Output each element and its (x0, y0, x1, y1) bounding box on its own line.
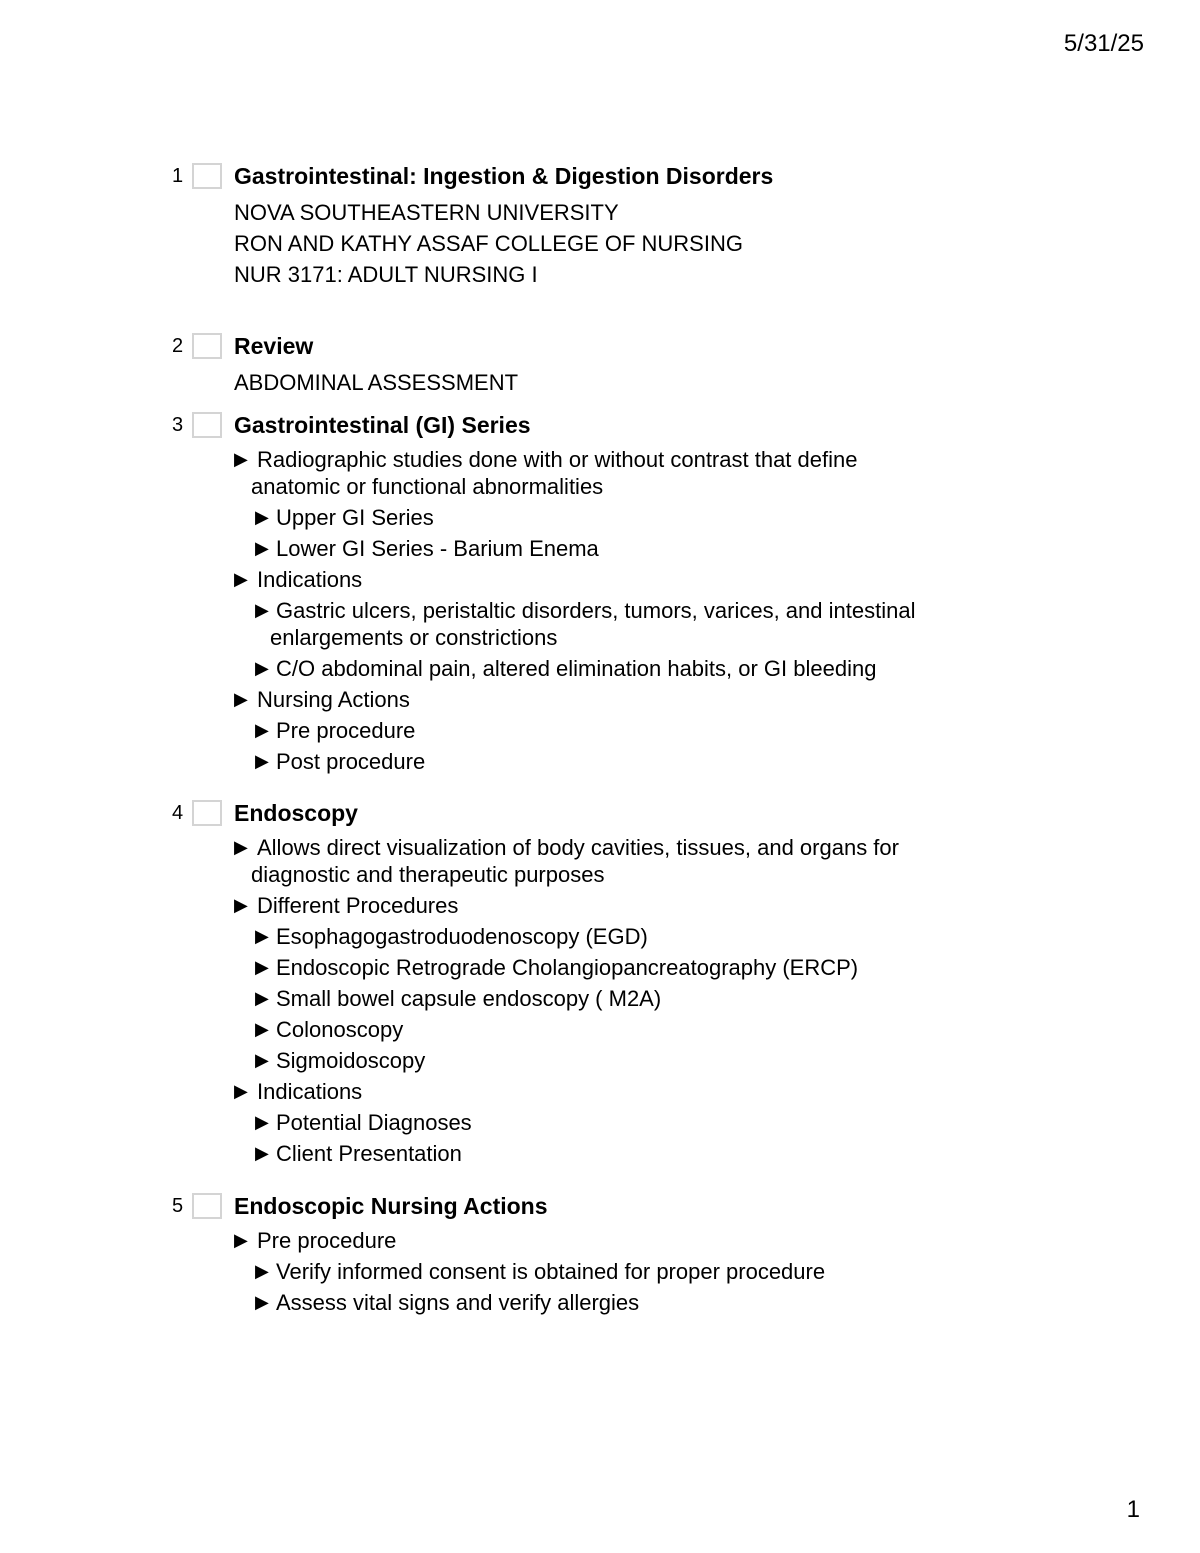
bullet-arrow-icon: ▶ (255, 1143, 269, 1163)
bullet-text: C/O abdominal pain, altered elimination habits, or GI bleeding (276, 656, 877, 681)
bullet-arrow-icon: ▶ (234, 689, 248, 709)
bullet-arrow-icon: ▶ (234, 1230, 248, 1250)
bullet-item (234, 1078, 1054, 1105)
bullet-arrow-icon: ▶ (255, 1112, 269, 1132)
slide-content (234, 412, 1054, 779)
bullet-arrow-icon: ▶ (234, 569, 248, 589)
bullet-text: Indications (257, 567, 363, 592)
bullet-item (234, 686, 1054, 713)
page-date: 5/31/25 (1063, 30, 1144, 57)
bullet-arrow-icon: ▶ (255, 926, 269, 946)
bullet-item (234, 655, 1054, 682)
bullet-text: Indications (257, 1079, 363, 1104)
bullet-text-continuation: anatomic or functional abnormalities (251, 474, 604, 499)
bullet-arrow-icon: ▶ (255, 600, 269, 620)
bullet-text: Allows direct visualization of body cavities, tissues, and organs for (257, 835, 899, 860)
slide-thumbnail-checkbox[interactable] (192, 163, 222, 189)
bullet-text: Endoscopic Retrograde Cholangiopancreatography (ERCP) (276, 955, 859, 980)
bullet-arrow-icon: ▶ (255, 751, 269, 771)
bullet-item (234, 985, 1054, 1012)
bullet-item (234, 1258, 1054, 1285)
bullet-text: Post procedure (276, 749, 426, 774)
bullet-item (234, 504, 1054, 531)
bullet-item (234, 1016, 1054, 1043)
bullet-text: Gastric ulcers, peristaltic disorders, tumors, varices, and intestinal (276, 598, 916, 623)
slide-text-line: ABDOMINAL ASSESSMENT (234, 370, 519, 395)
bullet-item (234, 1289, 1054, 1316)
bullet-item (234, 834, 1054, 888)
bullet-item (234, 446, 1054, 500)
slide-number: 2 (172, 335, 184, 357)
slide-number: 1 (172, 165, 184, 187)
bullet-text: Esophagogastroduodenoscopy (EGD) (276, 924, 648, 949)
bullet-item (234, 748, 1054, 775)
slide-number: 5 (172, 1195, 184, 1217)
slide-title: Endoscopic Nursing Actions (234, 1193, 548, 1219)
page-number: 1 (1126, 1496, 1140, 1523)
bullet-arrow-icon: ▶ (234, 449, 248, 469)
bullet-arrow-icon: ▶ (255, 988, 269, 1008)
bullet-text: Potential Diagnoses (276, 1110, 472, 1135)
bullet-item (234, 717, 1054, 744)
bullet-text: Client Presentation (276, 1141, 462, 1166)
bullet-arrow-icon: ▶ (255, 538, 269, 558)
slide-number: 4 (172, 802, 184, 824)
bullet-text-continuation: diagnostic and therapeutic purposes (251, 862, 605, 887)
bullet-item (234, 923, 1054, 950)
slide-text-line: NOVA SOUTHEASTERN UNIVERSITY (234, 200, 619, 225)
slide-content (234, 1193, 1054, 1320)
bullet-arrow-icon: ▶ (234, 1081, 248, 1101)
slide-title: Review (234, 333, 314, 359)
bullet-text: Lower GI Series - Barium Enema (276, 536, 599, 561)
slide-title: Gastrointestinal (GI) Series (234, 412, 531, 438)
slide-text-line: RON AND KATHY ASSAF COLLEGE OF NURSING (234, 231, 743, 256)
slide-thumbnail-checkbox[interactable] (192, 412, 222, 438)
bullet-arrow-icon: ▶ (255, 1261, 269, 1281)
bullet-text: Colonoscopy (276, 1017, 404, 1042)
bullet-text: Verify informed consent is obtained for proper procedure (276, 1259, 826, 1284)
bullet-arrow-icon: ▶ (255, 1050, 269, 1070)
bullet-item (234, 892, 1054, 919)
slide-number: 3 (172, 414, 184, 436)
bullet-text: Sigmoidoscopy (276, 1048, 426, 1073)
bullet-text: Pre procedure (276, 718, 416, 743)
slide-text-line: NUR 3171: ADULT NURSING I (234, 262, 538, 287)
slide-content (234, 163, 1054, 290)
bullet-arrow-icon: ▶ (255, 658, 269, 678)
bullet-arrow-icon: ▶ (255, 720, 269, 740)
bullet-item (234, 1109, 1054, 1136)
slide-content (234, 333, 1054, 398)
bullet-arrow-icon: ▶ (255, 507, 269, 527)
bullet-arrow-icon: ▶ (255, 957, 269, 977)
slide-thumbnail-checkbox[interactable] (192, 333, 222, 359)
bullet-item (234, 1140, 1054, 1167)
bullet-item (234, 597, 1054, 651)
bullet-text: Assess vital signs and verify allergies (276, 1290, 640, 1315)
bullet-item (234, 1227, 1054, 1254)
slide-thumbnail-checkbox[interactable] (192, 1193, 222, 1219)
bullet-text: Small bowel capsule endoscopy ( M2A) (276, 986, 662, 1011)
bullet-item (234, 535, 1054, 562)
bullet-arrow-icon: ▶ (255, 1019, 269, 1039)
bullet-text-continuation: enlargements or constrictions (270, 625, 558, 650)
bullet-arrow-icon: ▶ (255, 1292, 269, 1312)
slide-content (234, 800, 1054, 1171)
slide-title: Gastrointestinal: Ingestion & Digestion Disorders (234, 163, 774, 189)
slide-title: Endoscopy (234, 800, 358, 826)
bullet-text: Pre procedure (257, 1228, 397, 1253)
bullet-text: Radiographic studies done with or without contrast that define (257, 447, 858, 472)
bullet-text: Nursing Actions (257, 687, 410, 712)
bullet-arrow-icon: ▶ (234, 837, 248, 857)
bullet-text: Upper GI Series (276, 505, 434, 530)
bullet-arrow-icon: ▶ (234, 895, 248, 915)
bullet-item (234, 954, 1054, 981)
bullet-item (234, 566, 1054, 593)
bullet-text: Different Procedures (257, 893, 459, 918)
bullet-item (234, 1047, 1054, 1074)
slide-thumbnail-checkbox[interactable] (192, 800, 222, 826)
